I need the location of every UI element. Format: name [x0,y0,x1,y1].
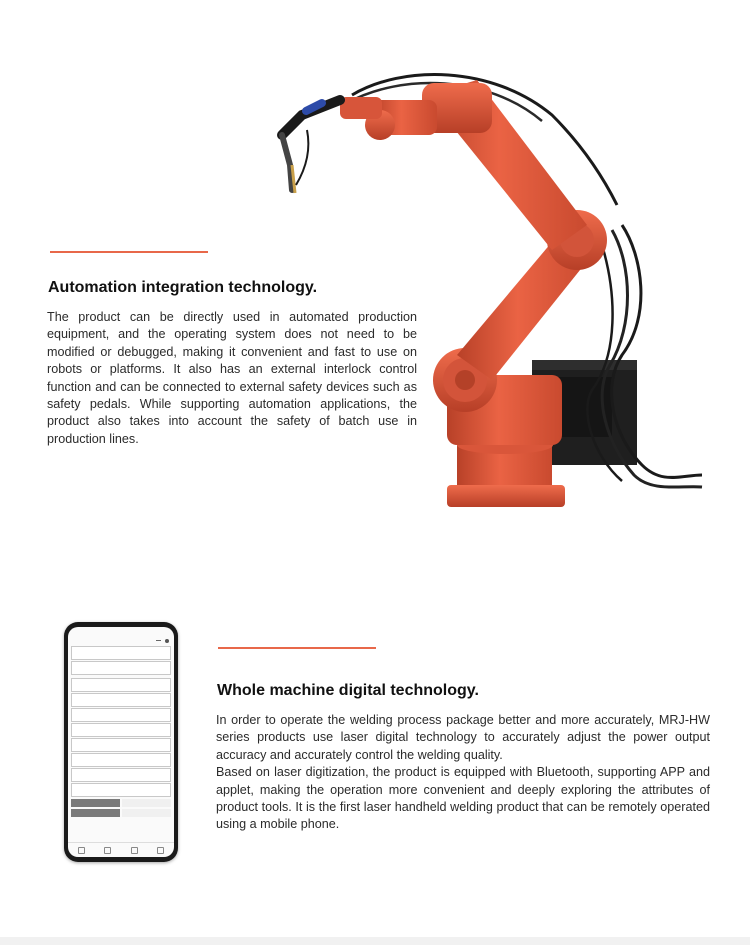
phone-tab-bar [68,842,174,857]
section2-paragraph-1: In order to operate the welding process package better and more accurately, MRJ-HW series products use laser digital technology to accurately adjust the power output accuracy and accurately control the welding quality. [216,713,710,762]
section1-heading: Automation integration technology. [48,279,318,296]
phone-button-row [71,809,171,817]
phone-top-bar [68,636,174,645]
phone-button-row [71,799,171,807]
phone-tab-icon [78,847,85,854]
page-bottom-edge [0,937,750,945]
phone-field [71,678,171,692]
phone-button [71,809,120,817]
phone-field [71,768,171,782]
phone-tab-icon [157,847,164,854]
phone-field [71,661,171,675]
phone-tab-icon [131,847,138,854]
section1-paragraph-text: The product can be directly used in automated production equipment, and the operating system does not need to be modified or debugged, making it convenient and fast to use on robots or platforms. It also has an external interlock control function and can be connected to external safety devices such as safety pedals. While supporting automation applications, the product also takes into account the safety of batch use in production lines. [47,310,417,446]
phone-mockup-image [64,622,178,862]
section2-accent-rule [218,647,376,649]
phone-screen [68,627,174,857]
phone-status-bar [68,627,174,636]
phone-field [71,783,171,797]
phone-field [71,753,171,767]
section2-paragraphs [216,712,710,834]
phone-field [71,646,171,660]
phone-field [71,738,171,752]
phone-button [122,799,171,807]
phone-field [71,723,171,737]
phone-field [71,693,171,707]
phone-field [71,708,171,722]
section1-accent-rule [50,251,208,253]
phone-button [71,799,120,807]
phone-tab-icon [104,847,111,854]
section2-paragraph-2: Based on laser digitization, the product is equipped with Bluetooth, supporting APP and applet, making the operation more convenient and deeply exploring the attributes of product tools. It is the first laser handheld welding product that can be remotely operated using a mobile phone. [216,765,710,832]
phone-button [122,809,171,817]
section2-heading: Whole machine digital technology. [217,682,479,699]
robot-arm-image [262,55,712,525]
